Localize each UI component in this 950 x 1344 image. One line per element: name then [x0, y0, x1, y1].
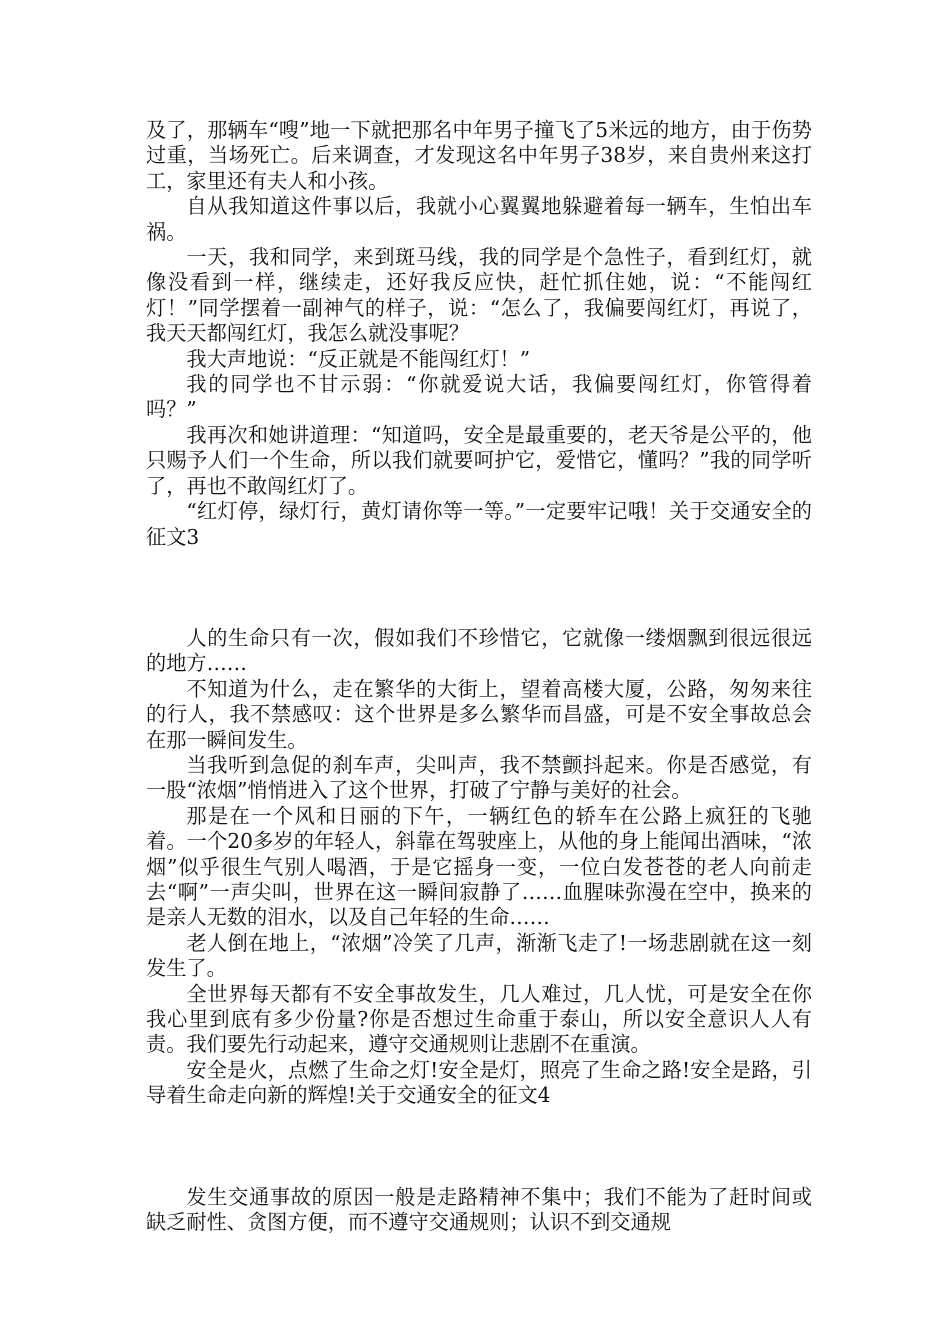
paragraph: 及了，那辆车“嗖”地一下就把那名中年男子撞飞了5米远的地方，由于伤势过重，当场死亡。后来调查，才发现这名中年男子38岁，来自贵州来这打工，家里还有夫人和小孩。 — [146, 118, 812, 193]
paragraph: 当我听到急促的刹车声，尖叫声，我不禁颤抖起来。你是否感觉，有一股“浓烟”悄悄进入了这个世界，打破了宁静与美好的社会。 — [146, 752, 812, 803]
section-gap — [146, 1109, 812, 1185]
paragraph: 全世界每天都有不安全事故发生，几人难过，几人忧，可是安全在你我心里到底有多少份量?你是否想过生命重于泰山，所以安全意识人人有责。我们要先行动起来，遵守交通规则让悲剧不在重演。 — [146, 981, 812, 1057]
document-page — [146, 118, 812, 1235]
paragraph: 安全是火，点燃了生命之灯!安全是灯，照亮了生命之路!安全是路，引导着生命走向新的辉煌!关于交通安全的征文4 — [146, 1057, 812, 1108]
paragraph: 那是在一个风和日丽的下午，一辆红色的轿车在公路上疯狂的飞驰着。一个20多岁的年轻人，斜靠在驾驶座上，从他的身上能闻出酒味，“浓烟”似乎很生气别人喝酒，于是它摇身一变，一位白发苍苍的老人向前走去“啊”一声尖叫，世界在这一瞬间寂静了……血腥味弥漫在空中，换来的是亲人无数的泪水，以及自己年轻的生命…… — [146, 803, 812, 930]
paragraph: 一天，我和同学，来到斑马线，我的同学是个急性子，看到红灯，就像没看到一样，继续走，还好我反应快，赶忙抓住她，说：“不能闯红灯！”同学摆着一副神气的样子，说：“怎么了，我偏要闯红灯，再说了，我天天都闯红灯，我怎么就没事呢？ — [146, 245, 812, 346]
paragraph: 老人倒在地上，“浓烟”冷笑了几声，渐渐飞走了!一场悲剧就在这一刻发生了。 — [146, 930, 812, 981]
paragraph: 不知道为什么，走在繁华的大街上，望着高楼大厦，公路，匆匆来往的行人，我不禁感叹：这个世界是多么繁华而昌盛，可是不安全事故总会在那一瞬间发生。 — [146, 676, 812, 752]
paragraph: 我大声地说：“反正就是不能闯红灯！” — [186, 346, 531, 371]
paragraph: “红灯停，绿灯行，黄灯请你等一等。”一定要牢记哦！关于交通安全的征文3 — [146, 499, 812, 549]
paragraph: 自从我知道这件事以后，我就小心翼翼地躲避着每一辆车，生怕出车祸。 — [146, 194, 812, 244]
paragraph: 我再次和她讲道理：“知道吗，安全是最重要的，老天爷是公平的，他只赐予人们一个生命，所以我们就要呵护它，爱惜它，懂吗？”我的同学听了，再也不敢闯红灯了。 — [146, 422, 812, 498]
paragraph: 我的同学也不甘示弱：“你就爱说大话，我偏要闯红灯，你管得着吗？” — [146, 372, 812, 422]
paragraph: 发生交通事故的原因一般是走路精神不集中；我们不能为了赶时间或缺乏耐性、贪图方便，而不遵守交通规则；认识不到交通规 — [146, 1184, 812, 1235]
paragraph: 人的生命只有一次，假如我们不珍惜它，它就像一缕烟飘到很远很远的地方…… — [146, 625, 812, 676]
section-gap — [146, 550, 812, 626]
